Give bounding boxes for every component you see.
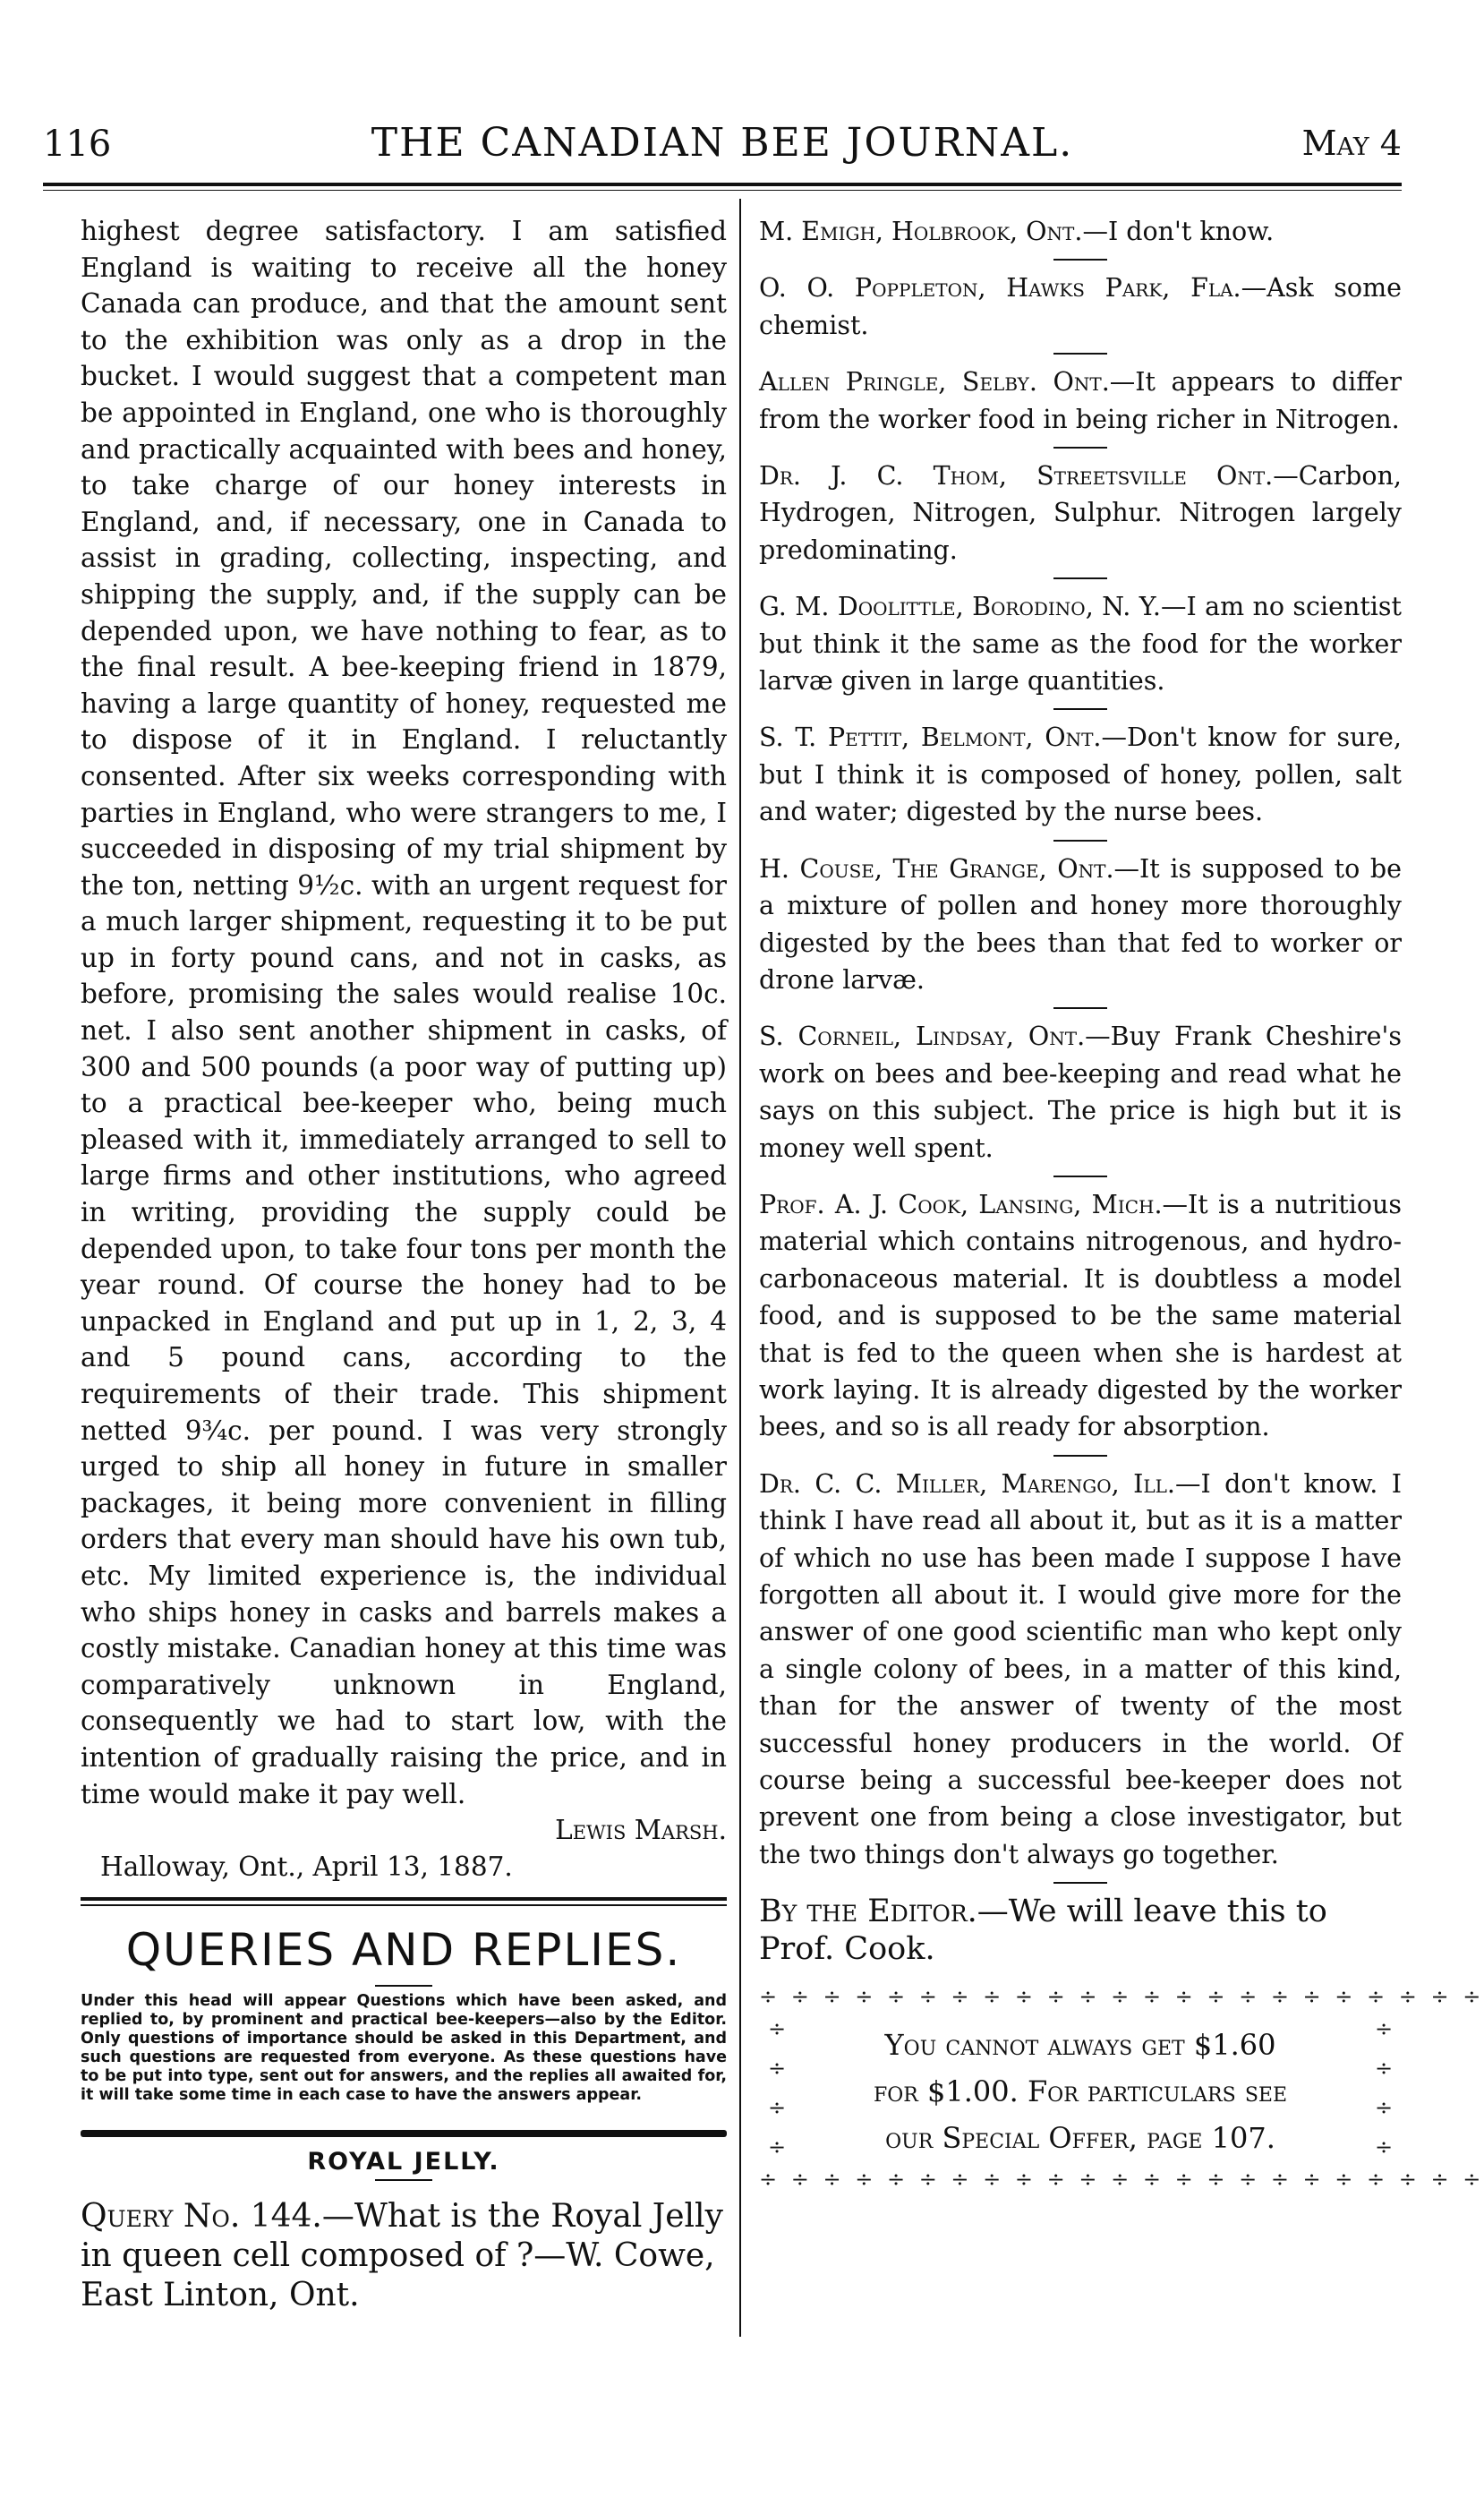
ad-line-1: You cannot always get $1.60 bbox=[884, 2028, 1276, 2063]
reply-item bbox=[759, 588, 1402, 699]
reply-author: M. Emigh, Holbrook, Ont. bbox=[759, 217, 1083, 246]
ad-left-border: ÷ ÷ ÷ ÷ bbox=[767, 2016, 787, 2160]
brush-rule bbox=[81, 2130, 727, 2137]
section-intro: Under this head will appear Questions which have been asked, and replied to, by prominent and practical bee-keepers—also by the Editor. Only questions of importance should be asked in this Department, and such questions are requested from everyone. As these questions have to be put into type, sent out for answers, and the replies all awaited for, it will take some time in each case to have the answers appear. bbox=[81, 1992, 727, 2105]
signature-line bbox=[81, 1812, 727, 1849]
reply-item bbox=[759, 1186, 1402, 1446]
reply-separator bbox=[1053, 353, 1107, 355]
reply-author: S. T. Pettit, Belmont, Ont. bbox=[759, 723, 1102, 753]
reply-author: Allen Pringle, Selby. Ont. bbox=[759, 367, 1110, 398]
reply-separator bbox=[1053, 1455, 1107, 1457]
journal-title: THE CANADIAN BEE JOURNAL. bbox=[371, 120, 1074, 166]
section-rule bbox=[81, 1897, 727, 1906]
page-number: 116 bbox=[43, 124, 112, 165]
reply-author: S. Corneil, Lindsay, Ont. bbox=[759, 1022, 1086, 1052]
ad-line-3: our Special Offer, page 107. bbox=[885, 2121, 1275, 2156]
title-underline bbox=[375, 1985, 432, 1987]
signature: Lewis Marsh. bbox=[555, 1815, 727, 1846]
reply-author: Dr. J. C. Thom, Streetsville Ont. bbox=[759, 461, 1274, 492]
header-rule-thin bbox=[43, 190, 1402, 191]
reply-item bbox=[759, 1466, 1402, 1873]
reply-separator bbox=[1053, 447, 1107, 449]
ad-right-border: ÷ ÷ ÷ ÷ bbox=[1374, 2016, 1394, 2160]
reply-text: —Don't know for sure, but I think it is composed of honey, pollen, salt and water; digested by the nurse bees. bbox=[759, 723, 1402, 827]
letter-body: highest degree satisfactory. I am satisfied England is waiting to receive all the honey Canada can produce, and that the amount sent to the exhibition was only as a drop in the bucket. I would suggest that a competent man be appointed in England, one who is thoroughly and practically acquainted with bees and honey, to take charge of our honey interests in England, and, if necessary, one in Canada to assist in grading, collecting, inspecting, and shipping the supply, and, if the supply can be depended upon, we have nothing to fear, as to the final result. A bee-keeping friend in 1879, having a large quantity of honey, requested me to dispose of it in England. I reluctantly consented. After six weeks corresponding with parties in England, who were strangers to me, I succeeded in disposing of my trial shipment by the ton, netting 9½c. with an urgent request for a much larger shipment, requesting it to be put up in forty pound cans, and not in casks, as before, promising the sales would realise 10c. net. I also sent another shipment in casks, of 300 and 500 pounds (a poor way of putting up) to a practical bee-keeper who, being much pleased with it, immediately arranged to sell to large firms and other institutions, who agreed in writing, providing the supply could be depended upon, to take four tons per month the year round. Of course the honey had to be unpacked in England and put up in 1, 2, 3, 4 and 5 pound cans, according to the requirements of their trade. This shipment netted 9¾c. per pound. I was very strongly urged to ship all honey in future in smaller packages, it being more convenient in filling orders that every man should have his own tub, etc. My limited experience is, the individual who ships honey in casks and barrels makes a costly mistake. Canadian honey at this time was comparatively unknown in England, consequently we had to start low, with the intention of gradually raising the price, and in time would make it pay well. bbox=[81, 216, 727, 1809]
subheading-underline bbox=[375, 2179, 432, 2181]
issue-date: May 4 bbox=[1301, 124, 1402, 163]
subheading: ROYAL JELLY. bbox=[307, 2148, 500, 2176]
reply-author: Dr. C. C. Miller, Marengo, Ill. bbox=[759, 1468, 1175, 1499]
reply-text: —I don't know. bbox=[1082, 217, 1275, 246]
left-column bbox=[81, 213, 727, 2380]
ad-line-2: for $1.00. For particulars see bbox=[873, 2074, 1288, 2109]
query-label: Query No. 144. bbox=[81, 2198, 322, 2236]
ad-top-border: ÷ ÷ ÷ ÷ ÷ ÷ ÷ ÷ ÷ ÷ ÷ ÷ ÷ ÷ ÷ ÷ ÷ ÷ ÷ ÷ ÷ ÷ ÷ bbox=[759, 1984, 1484, 2010]
page-header bbox=[43, 116, 1402, 179]
reply-item bbox=[759, 213, 1402, 250]
reply-item bbox=[759, 363, 1402, 438]
reply-text: —Ask some chemist. bbox=[759, 273, 1402, 340]
ad-bottom-border: ÷ ÷ ÷ ÷ ÷ ÷ ÷ ÷ ÷ ÷ ÷ ÷ ÷ ÷ ÷ ÷ ÷ ÷ ÷ ÷ ÷ ÷ ÷ bbox=[759, 2167, 1484, 2193]
reply-item bbox=[759, 457, 1402, 569]
reply-author: O. O. Poppleton, Hawks Park, Fla. bbox=[759, 273, 1241, 304]
reply-separator bbox=[1053, 840, 1107, 842]
reply-author: G. M. Doolittle, Borodino, N. Y. bbox=[759, 592, 1161, 622]
reply-text: —It is a nutritious material which contains nitrogenous, and hydro-carbonaceous material. It is doubtless a model food, and is supposed to be the same material that is fed to the queen when she is hardest at work laying. It is already digested by the worker bees, and so is all ready for absorption. bbox=[759, 1189, 1402, 1442]
ad-text bbox=[795, 2009, 1366, 2167]
reply-item bbox=[759, 269, 1402, 344]
reply-text: —Carbon, Hydrogen, Nitrogen, Sulphur. Nitrogen largely predominating. bbox=[759, 461, 1402, 565]
reply-separator bbox=[1053, 577, 1107, 579]
right-column bbox=[759, 213, 1484, 2433]
reply-separator bbox=[1053, 708, 1107, 710]
reply-text: —It is supposed to be a mixture of pollen and honey more thoroughly digested by the bees than that fed to worker or drone larvæ. bbox=[759, 853, 1402, 995]
editor-note bbox=[759, 1893, 1402, 1968]
reply-separator bbox=[1053, 1176, 1107, 1177]
replies-list bbox=[759, 213, 1402, 1884]
reply-author: Prof. A. J. Cook, Lansing, Mich. bbox=[759, 1189, 1163, 1219]
special-offer-ad bbox=[759, 1984, 1484, 2193]
reply-item bbox=[759, 851, 1402, 999]
column-divider bbox=[739, 199, 741, 2337]
editor-text: —We will leave this to Prof. Cook. bbox=[759, 1894, 1327, 1968]
reply-text: —Buy Frank Cheshire's work on bees and bee-keeping and read what he says on this subject. The price is high but it is money well spent. bbox=[759, 1022, 1403, 1163]
reply-text: —It appears to differ from the worker food in being richer in Nitrogen. bbox=[759, 367, 1402, 434]
query-text: —What is the Royal Jelly in queen cell composed of ?—W. Cowe, East Linton, Ont. bbox=[81, 2198, 723, 2314]
reply-separator bbox=[1053, 259, 1107, 261]
ad-body bbox=[759, 2009, 1402, 2167]
section-title: QUERIES AND REPLIES. bbox=[125, 1924, 682, 1977]
dateline: Halloway, Ont., April 13, 1887. bbox=[100, 1851, 513, 1882]
reply-separator bbox=[1053, 1882, 1107, 1884]
reply-item bbox=[759, 719, 1402, 830]
header-rule bbox=[43, 183, 1402, 186]
reply-author: H. Couse, The Grange, Ont. bbox=[759, 853, 1114, 884]
reply-text: —I am no scientist but think it the same as the food for the worker larvæ given in large quantities. bbox=[759, 592, 1402, 697]
reply-item bbox=[759, 1018, 1402, 1167]
reply-separator bbox=[1053, 1007, 1107, 1009]
reply-text: —I don't know. I think I have read all about it, but as it is a matter of which no use has been made I suppose I have forgotten all about it. I would give more for the answer of one good scientific man who kept only a single colony of bees, in a matter of this kind, than for the answer of twenty of the most successful honey producers in the world. Of course being a successful bee-keeper does not prevent one from being a close investigator, but the two things don't always go together. bbox=[759, 1468, 1402, 1869]
editor-label: By the Editor. bbox=[759, 1894, 977, 1930]
query bbox=[81, 2197, 727, 2315]
